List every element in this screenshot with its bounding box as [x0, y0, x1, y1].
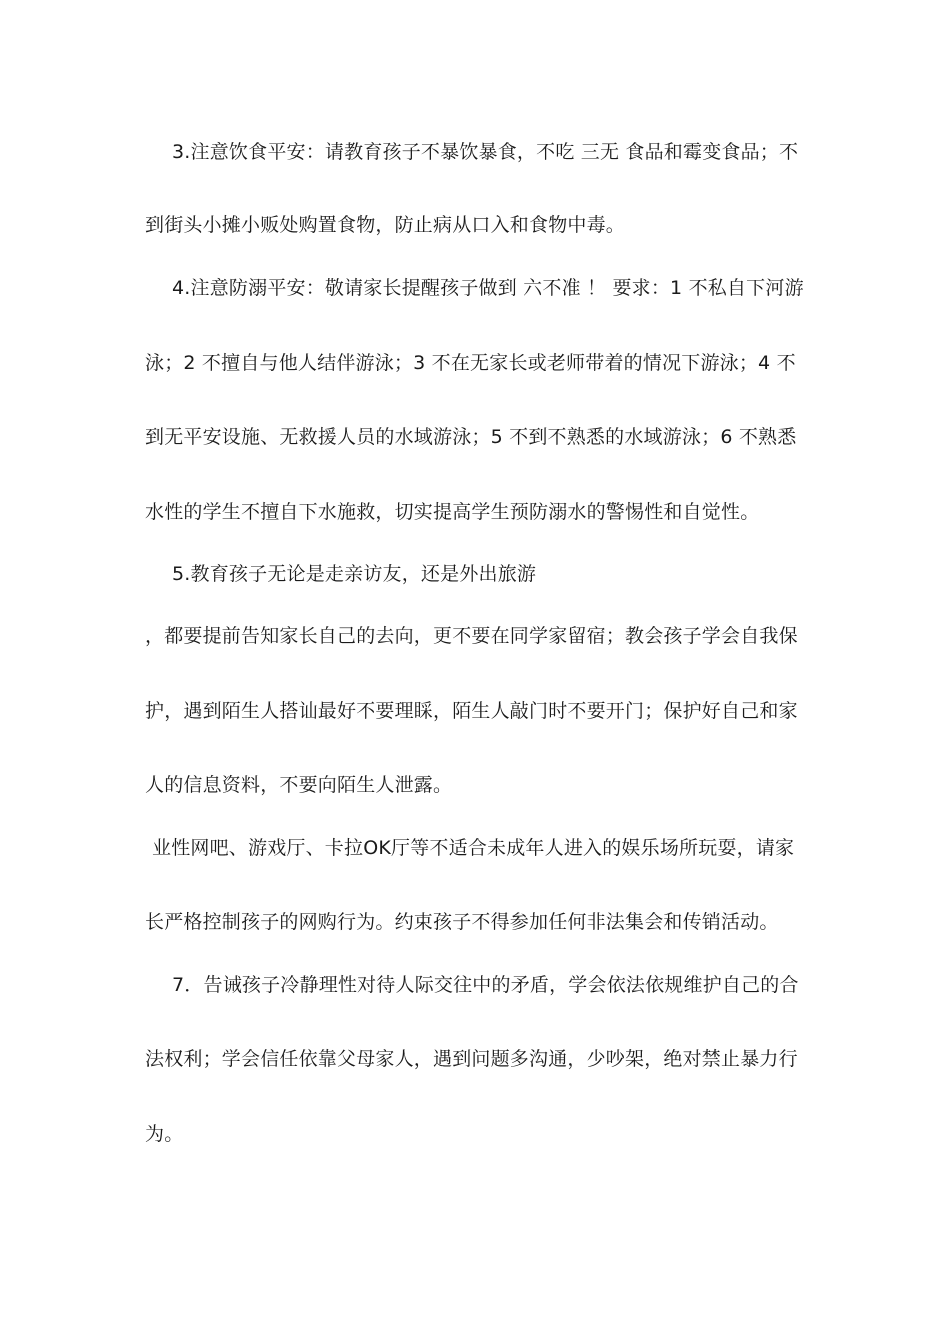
paragraph-5-line-1: 5.教育孩子无论是走亲访友，还是外出旅游 [172, 563, 537, 585]
paragraph-4-line-3: 到无平安设施、无救援人员的水域游泳；5 不到不熟悉的水域游泳；6 不熟悉 [145, 426, 797, 448]
paragraph-3-line-2: 到街头小摊小贩处购置食物，防止病从口入和食物中毒。 [145, 214, 626, 236]
paragraph-6-line-1: 业性网吧、游戏厅、卡拉OK厅等不适合未成年人进入的娱乐场所玩耍，请家 [152, 837, 795, 859]
paragraph-5-line-3: 护，遇到陌生人搭讪最好不要理睬，陌生人敲门时不要开门；保护好自己和家 [145, 700, 798, 722]
paragraph-6-line-2: 长严格控制孩子的网购行为。约束孩子不得参加任何非法集会和传销活动。 [145, 911, 779, 933]
paragraph-4-line-2: 泳；2 不擅自与他人结伴游泳；3 不在无家长或老师带着的情况下游泳；4 不 [145, 352, 796, 374]
paragraph-7-line-2: 法权利；学会信任依靠父母家人，遇到问题多沟通，少吵架，绝对禁止暴力行 [145, 1048, 798, 1070]
paragraph-7-line-3: 为。 [145, 1123, 184, 1145]
paragraph-4-line-4: 水性的学生不擅自下水施救，切实提高学生预防溺水的警惕性和自觉性。 [145, 501, 760, 523]
paragraph-5-line-2: ，都要提前告知家长自己的去向，更不要在同学家留宿；教会孩子学会自我保 [145, 625, 798, 647]
paragraph-4-line-1: 4.注意防溺平安：敬请家长提醒孩子做到 六不准 ！ 要求：1 不私自下河游 [172, 277, 804, 299]
paragraph-5-line-4: 人的信息资料，不要向陌生人泄露。 [145, 774, 453, 796]
paragraph-3-line-1: 3.注意饮食平安：请教育孩子不暴饮暴食，不吃 三无 食品和霉变食品；不 [172, 141, 799, 163]
paragraph-7-line-1: 7．告诫孩子冷静理性对待人际交往中的矛盾，学会依法依规维护自己的合 [172, 974, 799, 996]
